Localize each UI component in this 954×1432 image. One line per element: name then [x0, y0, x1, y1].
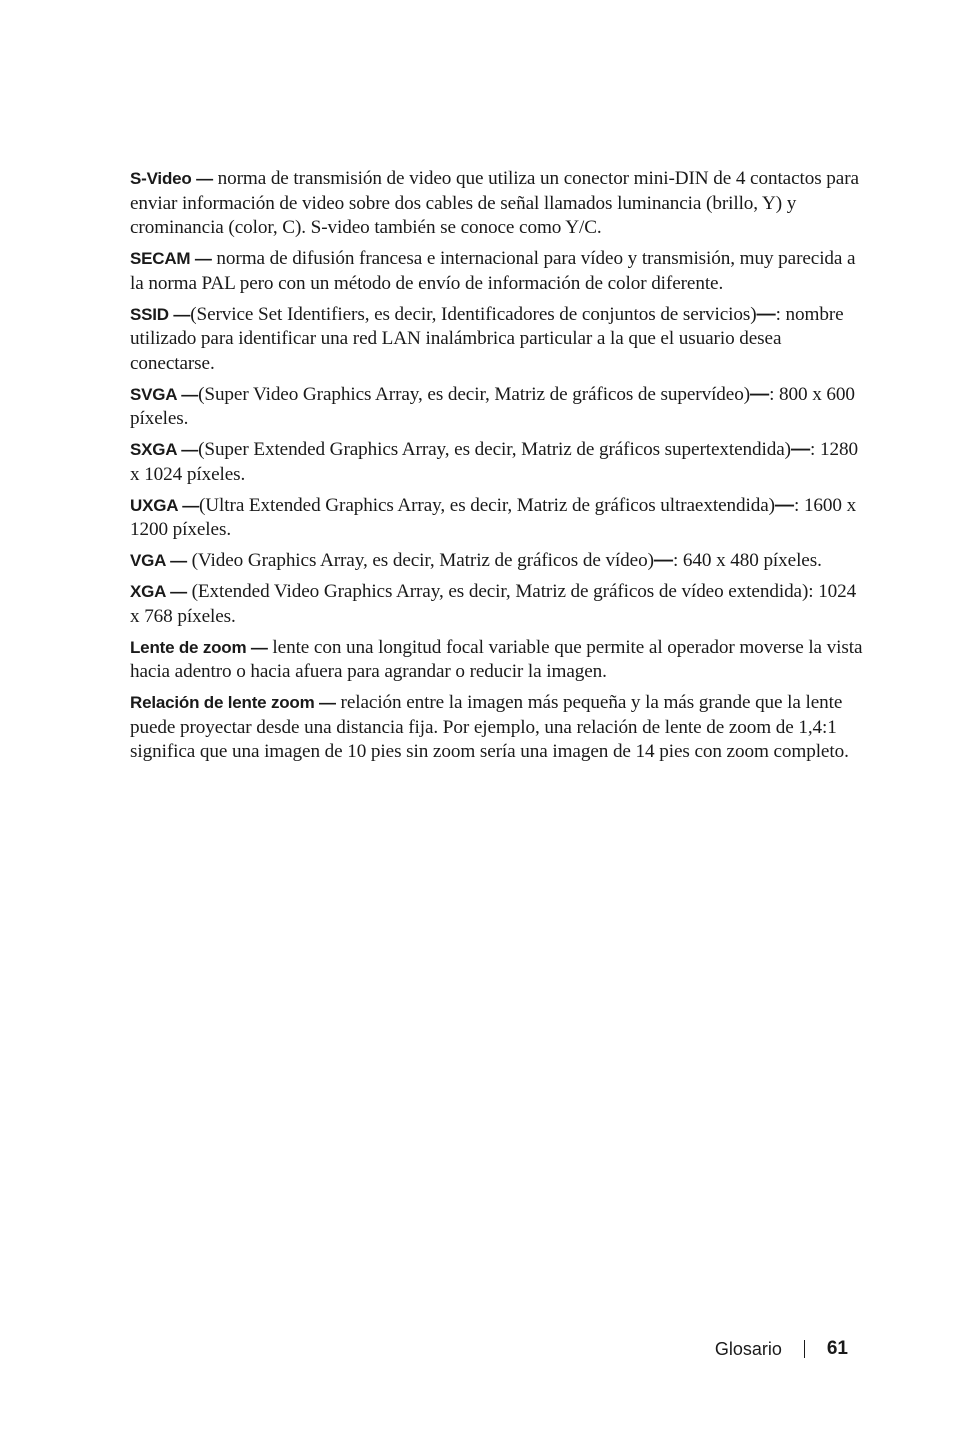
glossary-entry: [130, 247, 870, 296]
page-number: 61: [826, 1338, 848, 1359]
glossary-content: [130, 167, 870, 771]
glossary-definition: (Super Extended Graphics Array, es decir, Matriz de gráficos supertextendida): [198, 439, 791, 460]
glossary-definition: (Super Video Graphics Array, es decir, Matriz de gráficos de supervídeo): [198, 383, 750, 405]
glossary-entry: [130, 167, 870, 241]
glossary-definition: norma de difusión francesa e internacional para vídeo y transmisión, muy parecida a la norma PAL pero con un método de envío de información de color diferente.: [130, 248, 856, 294]
glossary-entry: [130, 636, 870, 685]
glossary-term: XGA —: [130, 582, 187, 601]
glossary-entry: [130, 580, 870, 629]
glossary-definition: : nombre utilizado para identificar una red LAN inalámbrica particular a la que el usuario desea conectarse.: [130, 303, 844, 374]
glossary-definition: : 1280 x 1024 píxeles.: [130, 439, 858, 485]
footer-divider: [804, 1340, 805, 1358]
em-dash: —: [750, 383, 770, 405]
em-dash: —: [653, 550, 673, 571]
glossary-entry: [130, 438, 870, 487]
glossary-entry: [130, 383, 870, 432]
glossary-entry: [130, 303, 870, 377]
em-dash: —: [756, 303, 776, 325]
footer-section-name: Glosario: [714, 1338, 782, 1359]
glossary-definition: (Service Set Identifiers, es decir, Identificadores de conjuntos de servicios): [190, 303, 757, 325]
glossary-term: SSID —: [130, 304, 191, 324]
glossary-definition: norma de transmisión de video que utiliza un conector mini-DIN de 4 contactos para enviar información de video sobre dos cables de señal llamados luminancia (brillo, Y) y crominancia (color, C). S-video también se conoce como Y/C.: [130, 168, 859, 238]
glossary-entry: [130, 549, 870, 574]
glossary-definition: : 640 x 480 píxeles.: [672, 550, 822, 571]
glossary-entry: [130, 494, 870, 543]
glossary-definition: relación entre la imagen más pequeña y la más grande que la lente puede proyectar desde una distancia fija. Por ejemplo, una relación de lente de zoom de 1,4:1 significa que una imagen de 10 pies sin zoom sería una imagen de 14 pies con zoom completo.: [130, 692, 849, 762]
em-dash: —: [790, 439, 811, 460]
glossary-definition: (Ultra Extended Graphics Array, es decir, Matriz de gráficos ultraextendida): [199, 494, 775, 516]
glossary-term: VGA —: [130, 551, 187, 570]
glossary-term: Relación de lente zoom —: [130, 693, 336, 712]
glossary-definition: : 1600 x 1200 píxeles.: [130, 494, 857, 540]
glossary-definition: : 800 x 600 píxeles.: [130, 383, 855, 429]
page-footer: [715, 1338, 848, 1360]
glossary-term: SVGA —: [130, 384, 199, 404]
glossary-term: SXGA —: [130, 440, 199, 459]
glossary-entry: [130, 691, 870, 765]
glossary-definition: (Extended Video Graphics Array, es decir, Matriz de gráficos de vídeo extendida): 1024 x 768 píxeles.: [130, 581, 857, 627]
em-dash: —: [774, 494, 795, 516]
glossary-definition: lente con una longitud focal variable que permite al operador moverse la vista hacia adentro o hacia afuera para agrandar o reducir la imagen.: [130, 636, 863, 682]
glossary-term: SECAM —: [130, 249, 212, 268]
glossary-term: S-Video —: [130, 169, 213, 188]
glossary-term: Lente de zoom —: [130, 637, 268, 657]
glossary-term: UXGA —: [130, 495, 200, 515]
glossary-definition: (Video Graphics Array, es decir, Matriz de gráficos de vídeo): [186, 550, 654, 571]
